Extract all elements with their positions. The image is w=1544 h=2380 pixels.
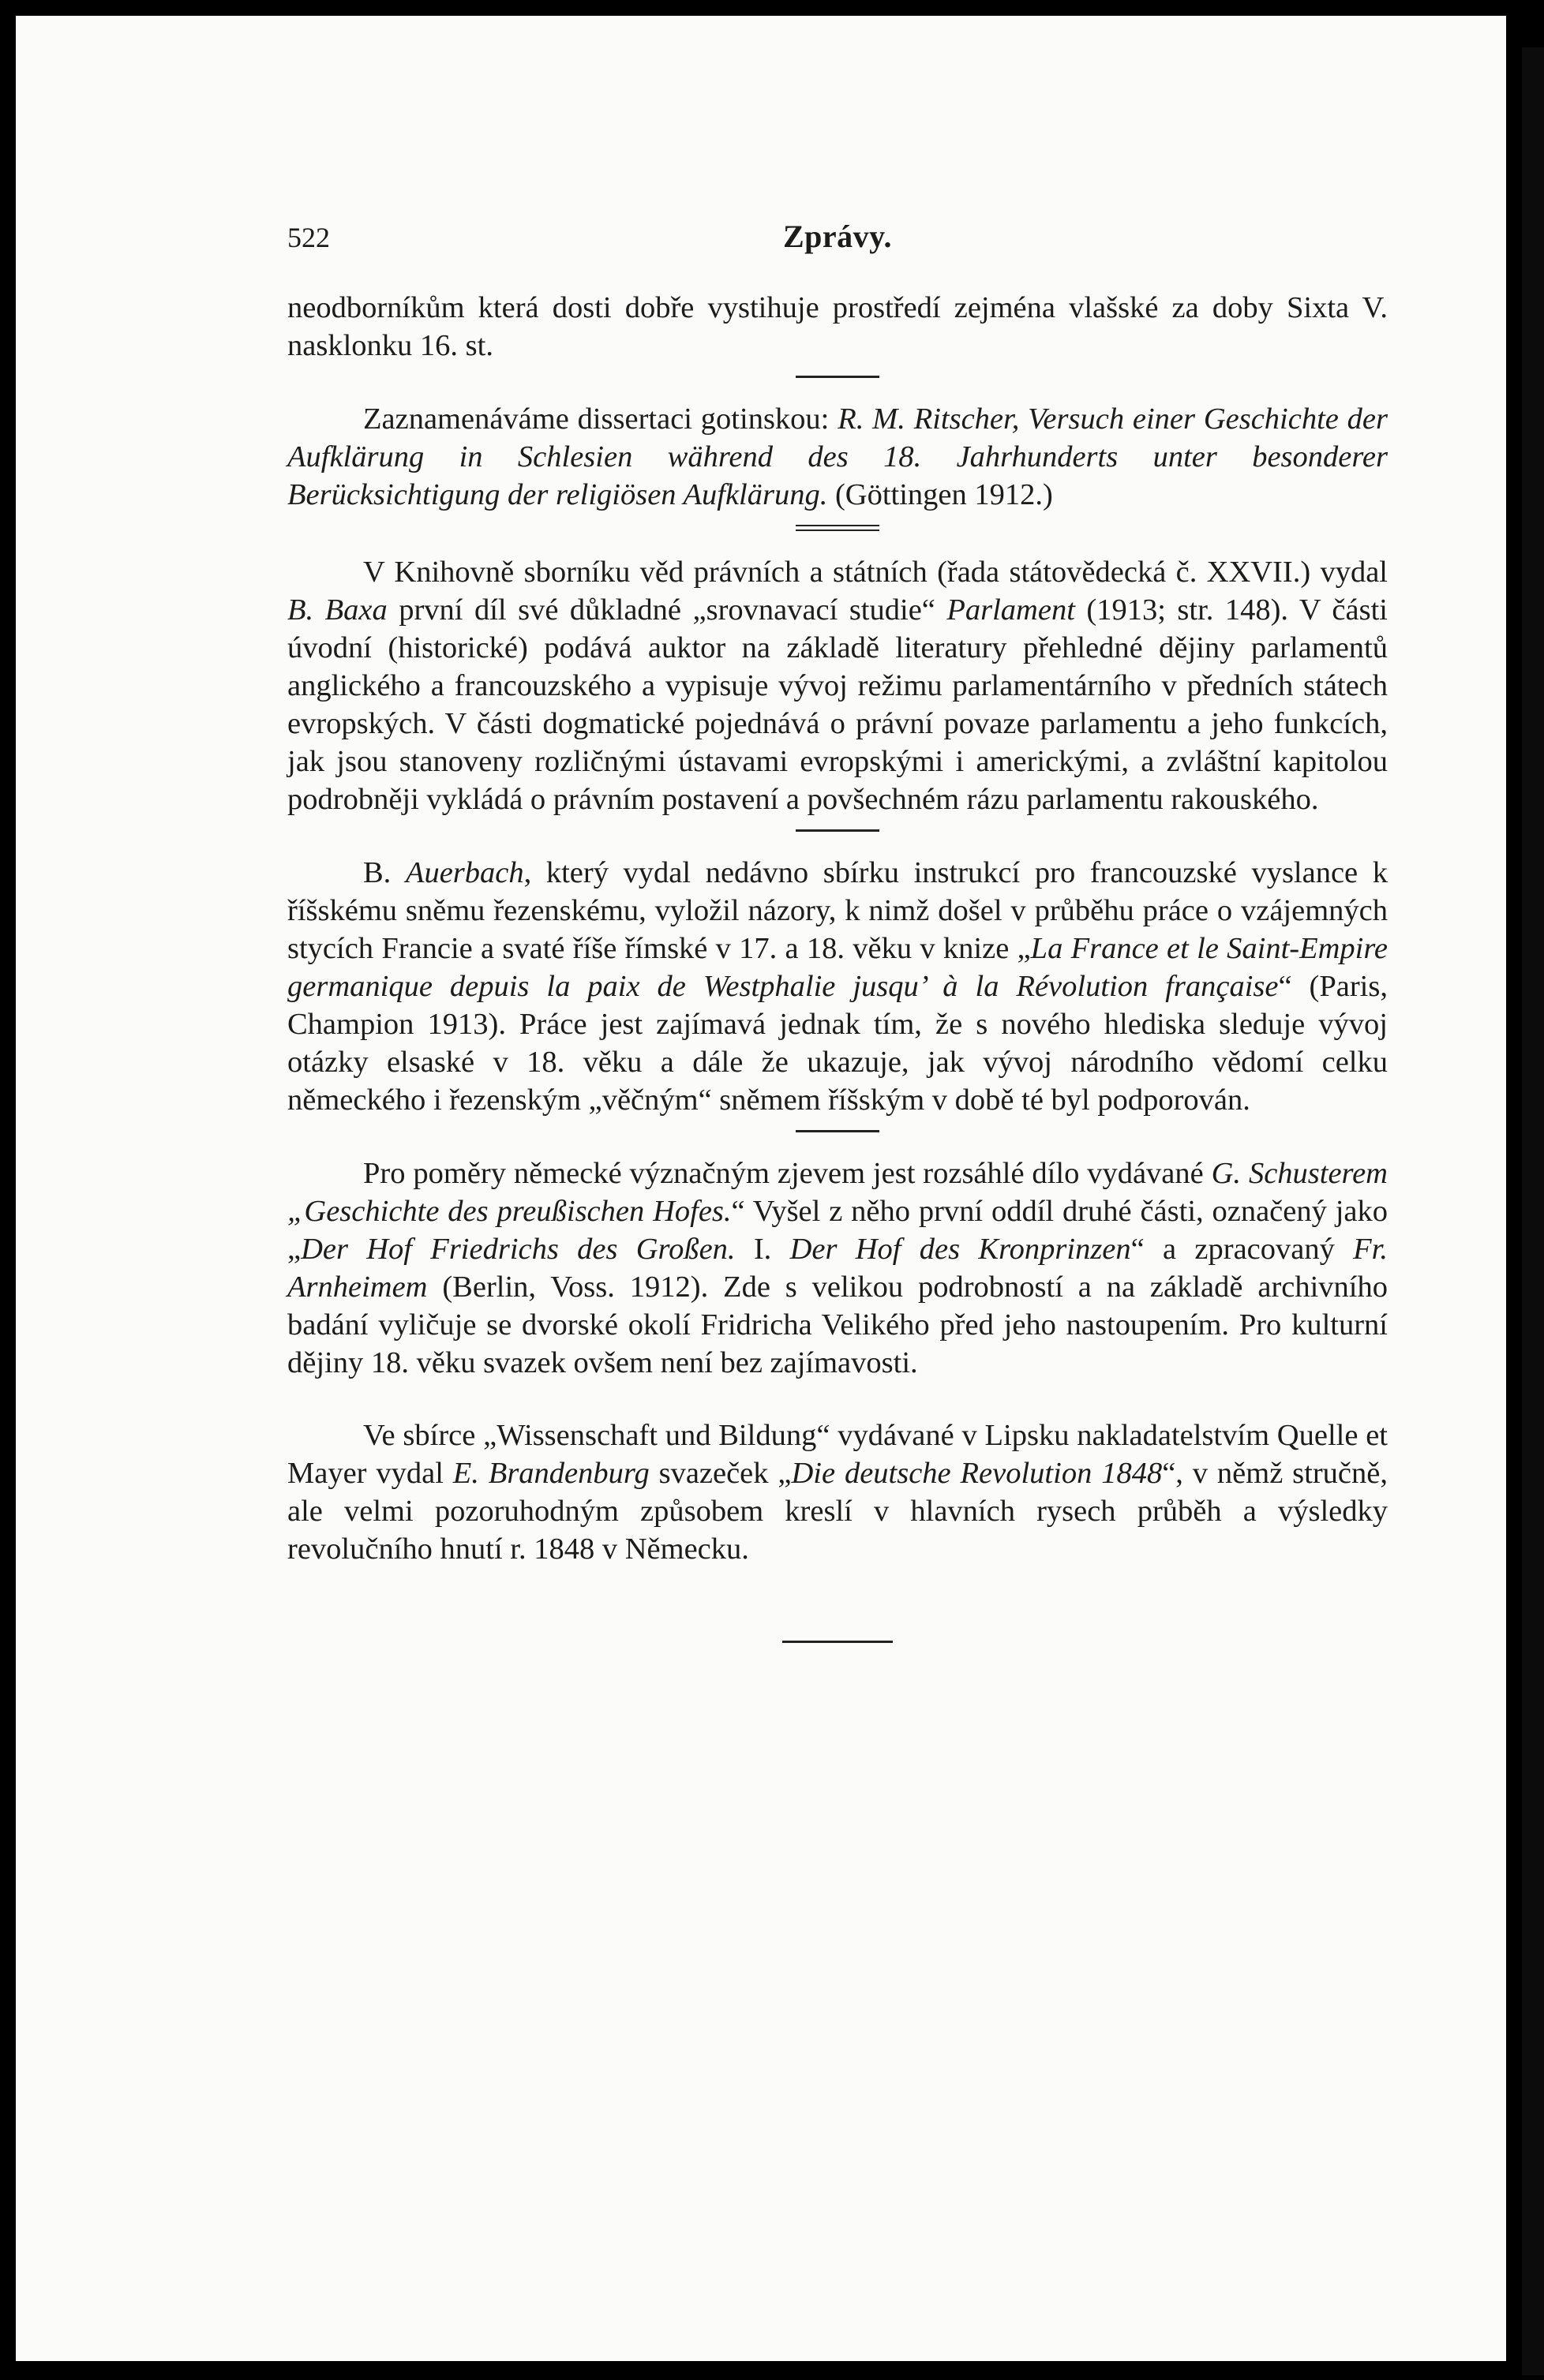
paragraph-4-text-a: B. bbox=[363, 856, 406, 889]
paragraph-3-text-e: (1913; str. 148). V části úvodní (historické) podává auktor na základě literatury přehledné dějiny parlamentů anglického a francouzského a vypisuje vývoj režimu parlamentárního v předních státech evropských. V části dogmatické pojednává o právní povaze parlamentu a jeho funkcích, jak jsou stanoveny rozličnými ústavami evropskými i americkými, a zvláštní kapitolou podrobněji vykládá o právním postavení a povšechném rázu parlamentu rakouského. bbox=[287, 593, 1388, 816]
auerbach-title: La France et le Saint-Empire germanique depuis la paix de Westphalie jusqu’ à la Révolution française bbox=[287, 932, 1388, 1003]
parlament-title: Parlament bbox=[946, 593, 1075, 627]
arnheim-author: Fr. Arnheimem bbox=[287, 1233, 1388, 1304]
end-rule bbox=[782, 1641, 893, 1643]
paragraph-3-text-c: první díl své důkladné „srovnavací studie“ bbox=[387, 593, 947, 627]
separator-rule-3 bbox=[796, 1130, 879, 1132]
page-header bbox=[287, 213, 1388, 260]
page bbox=[16, 16, 1506, 2361]
paragraph-5-text-a: Pro poměry německé význačným zjevem jest rozsáhlé dílo vydávané bbox=[363, 1157, 1212, 1190]
paragraph-4 bbox=[287, 854, 1388, 1119]
paragraph-3 bbox=[287, 553, 1388, 818]
separator-rule-2 bbox=[796, 829, 879, 832]
separator-rule-1 bbox=[796, 376, 879, 378]
paragraph-4-text-c: , který vydal nedávno sbírku instrukcí pro francouzské vyslance k říšskému sněmu řezenskému, vyložil názory, k nimž došel v průběhu práce o vzájemných stycích Francie a svaté říše římské v 17. a 18. věku v knize „ bbox=[287, 856, 1388, 965]
text-area bbox=[287, 213, 1388, 1643]
paragraph-5-text-c: “ Vyšel z něho první oddíl druhé části, označený jako „ bbox=[287, 1195, 1388, 1266]
deutsche-revolution-title: Die deutsche Revolution 1848 bbox=[791, 1457, 1163, 1490]
paragraph-5-text-e: I. bbox=[735, 1233, 790, 1266]
running-title: Zprávy. bbox=[783, 219, 892, 254]
separator-double-rule bbox=[796, 525, 879, 531]
paragraph-3-text-a: V Knihovně sborníku věd právních a státních (řada státovědecká č. XXVII.) vydal bbox=[363, 556, 1388, 589]
paragraph-1: neodborníkům která dosti dobře vystihuje prostředí zejména vlašské za doby Sixta V. nasklonku 16. st. bbox=[287, 291, 1388, 362]
paragraph-gap bbox=[287, 1382, 1388, 1416]
baxa-author: B. Baxa bbox=[287, 593, 388, 627]
kronprinzen-title: Der Hof des Kronprinzen bbox=[789, 1233, 1131, 1266]
paragraph-5-text-g: “ a zpracovaný bbox=[1130, 1233, 1354, 1266]
ritscher-title: R. M. Ritscher, Versuch einer Geschichte der Aufklärung in Schlesien während des 18. Jahrhunderts unter besonderer Berücksichtigung der religiösen Aufklärung. bbox=[287, 402, 1388, 511]
page-number: 522 bbox=[287, 222, 330, 253]
paragraph-5 bbox=[287, 1154, 1388, 1382]
paragraph-6-text-e: “, v němž stručně, ale velmi pozoruhodným způsobem kreslí v hlavních rysech průběh a výsledky revolučního hnutí r. 1848 v Německu. bbox=[287, 1457, 1388, 1566]
brandenburg-author: E. Brandenburg bbox=[452, 1457, 650, 1490]
schuster-title: G. Schusterem „Geschichte des preußischen Hofes. bbox=[287, 1157, 1388, 1228]
paragraph-6-text-c: svazeček „ bbox=[649, 1457, 792, 1490]
paragraph-6 bbox=[287, 1416, 1388, 1568]
paragraph-4-text-e: “ (Paris, Champion 1913). Práce jest zajímavá jednak tím, že s nového hlediska sleduje vývoj otázky elsaské v 18. věku a dále že ukazuje, jak vývoj národního vědomí celku německého i řezenským „věčným“ sněmem říšským v době té byl podporován. bbox=[287, 970, 1388, 1117]
auerbach-author: Auerbach bbox=[405, 856, 524, 889]
paragraph-6-text-a: Ve sbírce „Wissenschaft und Bildung“ vydávané v Lipsku nakladatelstvím Quelle et Mayer vydal bbox=[287, 1419, 1388, 1490]
paragraph-2 bbox=[287, 400, 1388, 514]
paragraph-2-imprint: (Göttingen 1912.) bbox=[827, 478, 1053, 511]
paragraph-5-text-i: (Berlin, Voss. 1912). Zde s velikou podrobností a na základě archivního badání vyličuje se dvorské okolí Fridricha Velikého před jeho nastoupením. Pro kulturní dějiny 18. věku svazek ovšem není bez zajímavosti. bbox=[287, 1270, 1388, 1379]
hof-friedrichs-title: Der Hof Friedrichs des Großen. bbox=[301, 1233, 736, 1266]
page-edge-shadow bbox=[1522, 47, 1544, 2375]
paragraph-2-text: Zaznamenáváme dissertaci gotinskou: bbox=[363, 402, 838, 436]
